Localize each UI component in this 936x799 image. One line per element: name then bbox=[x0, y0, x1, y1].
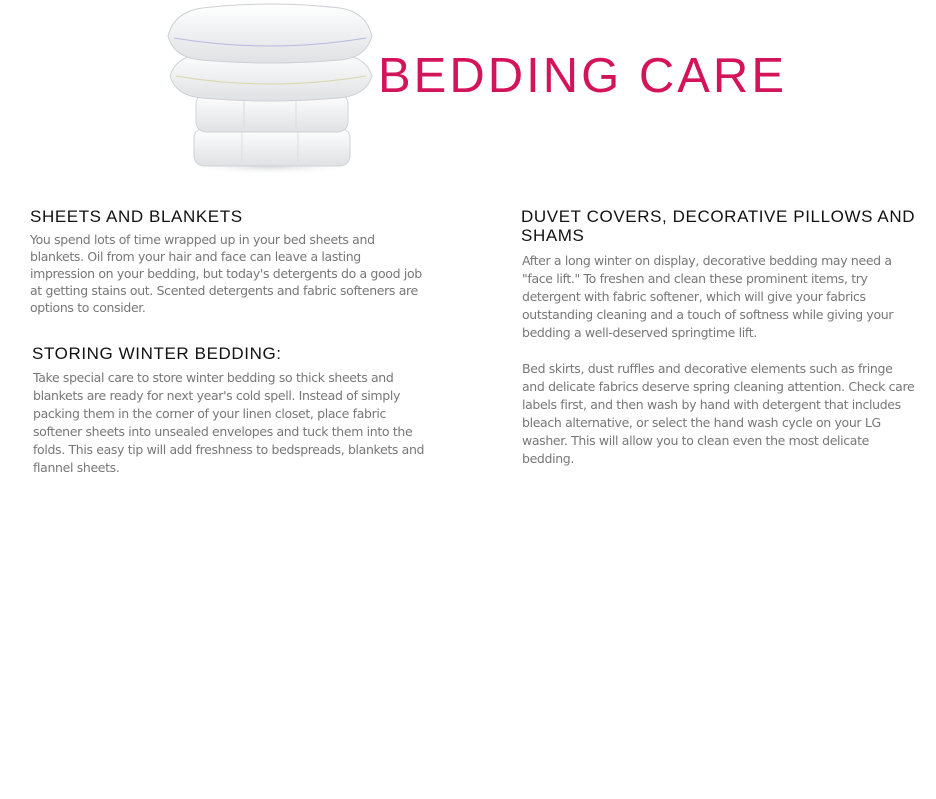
section-storing-winter-bedding bbox=[32, 344, 427, 477]
section-heading: STORING WINTER BEDDING: bbox=[32, 344, 282, 363]
section-body: You spend lots of time wrapped up in your bed sheets and blankets. Oil from your hair and face can leave a lasting impression on your bedding, but today's detergents do a good job at getting stains out. Scented detergents and fabric softeners are options to consider. bbox=[30, 232, 422, 315]
section-body: After a long winter on display, decorative bedding may need a "face lift." To freshen and clean these prominent items, try detergent with fabric softener, which will give your fabrics outstanding cleaning and a touch of softness while giving your bedding a well-deserved springtime lift. bbox=[522, 253, 894, 340]
section-body: Take special care to store winter bedding so thick sheets and blankets are ready for next year's cold spell. Instead of simply packing them in the corner of your linen closet, place fabric softener sheets into unsealed envelopes and tuck them into the folds. This easy tip will add freshness to bedspreads, blankets and flannel sheets. bbox=[33, 370, 425, 475]
section-duvet-covers bbox=[521, 207, 916, 468]
section-sheets-and-blankets bbox=[30, 207, 425, 316]
page-title: BEDDING CARE bbox=[378, 49, 788, 103]
pillow-stack-icon bbox=[162, 0, 376, 178]
section-body: Bed skirts, dust ruffles and decorative elements such as fringe and delicate fabrics deserve spring cleaning attention. Check care labels first, and then wash by hand with detergent that includes bleach alternative, or select the hand wash cycle on your LG washer. This will allow you to clean even the most delicate bedding. bbox=[522, 361, 915, 466]
section-heading: DUVET COVERS, DECORATIVE PILLOWS AND SHAMS bbox=[521, 207, 916, 245]
section-heading: SHEETS AND BLANKETS bbox=[30, 207, 243, 226]
